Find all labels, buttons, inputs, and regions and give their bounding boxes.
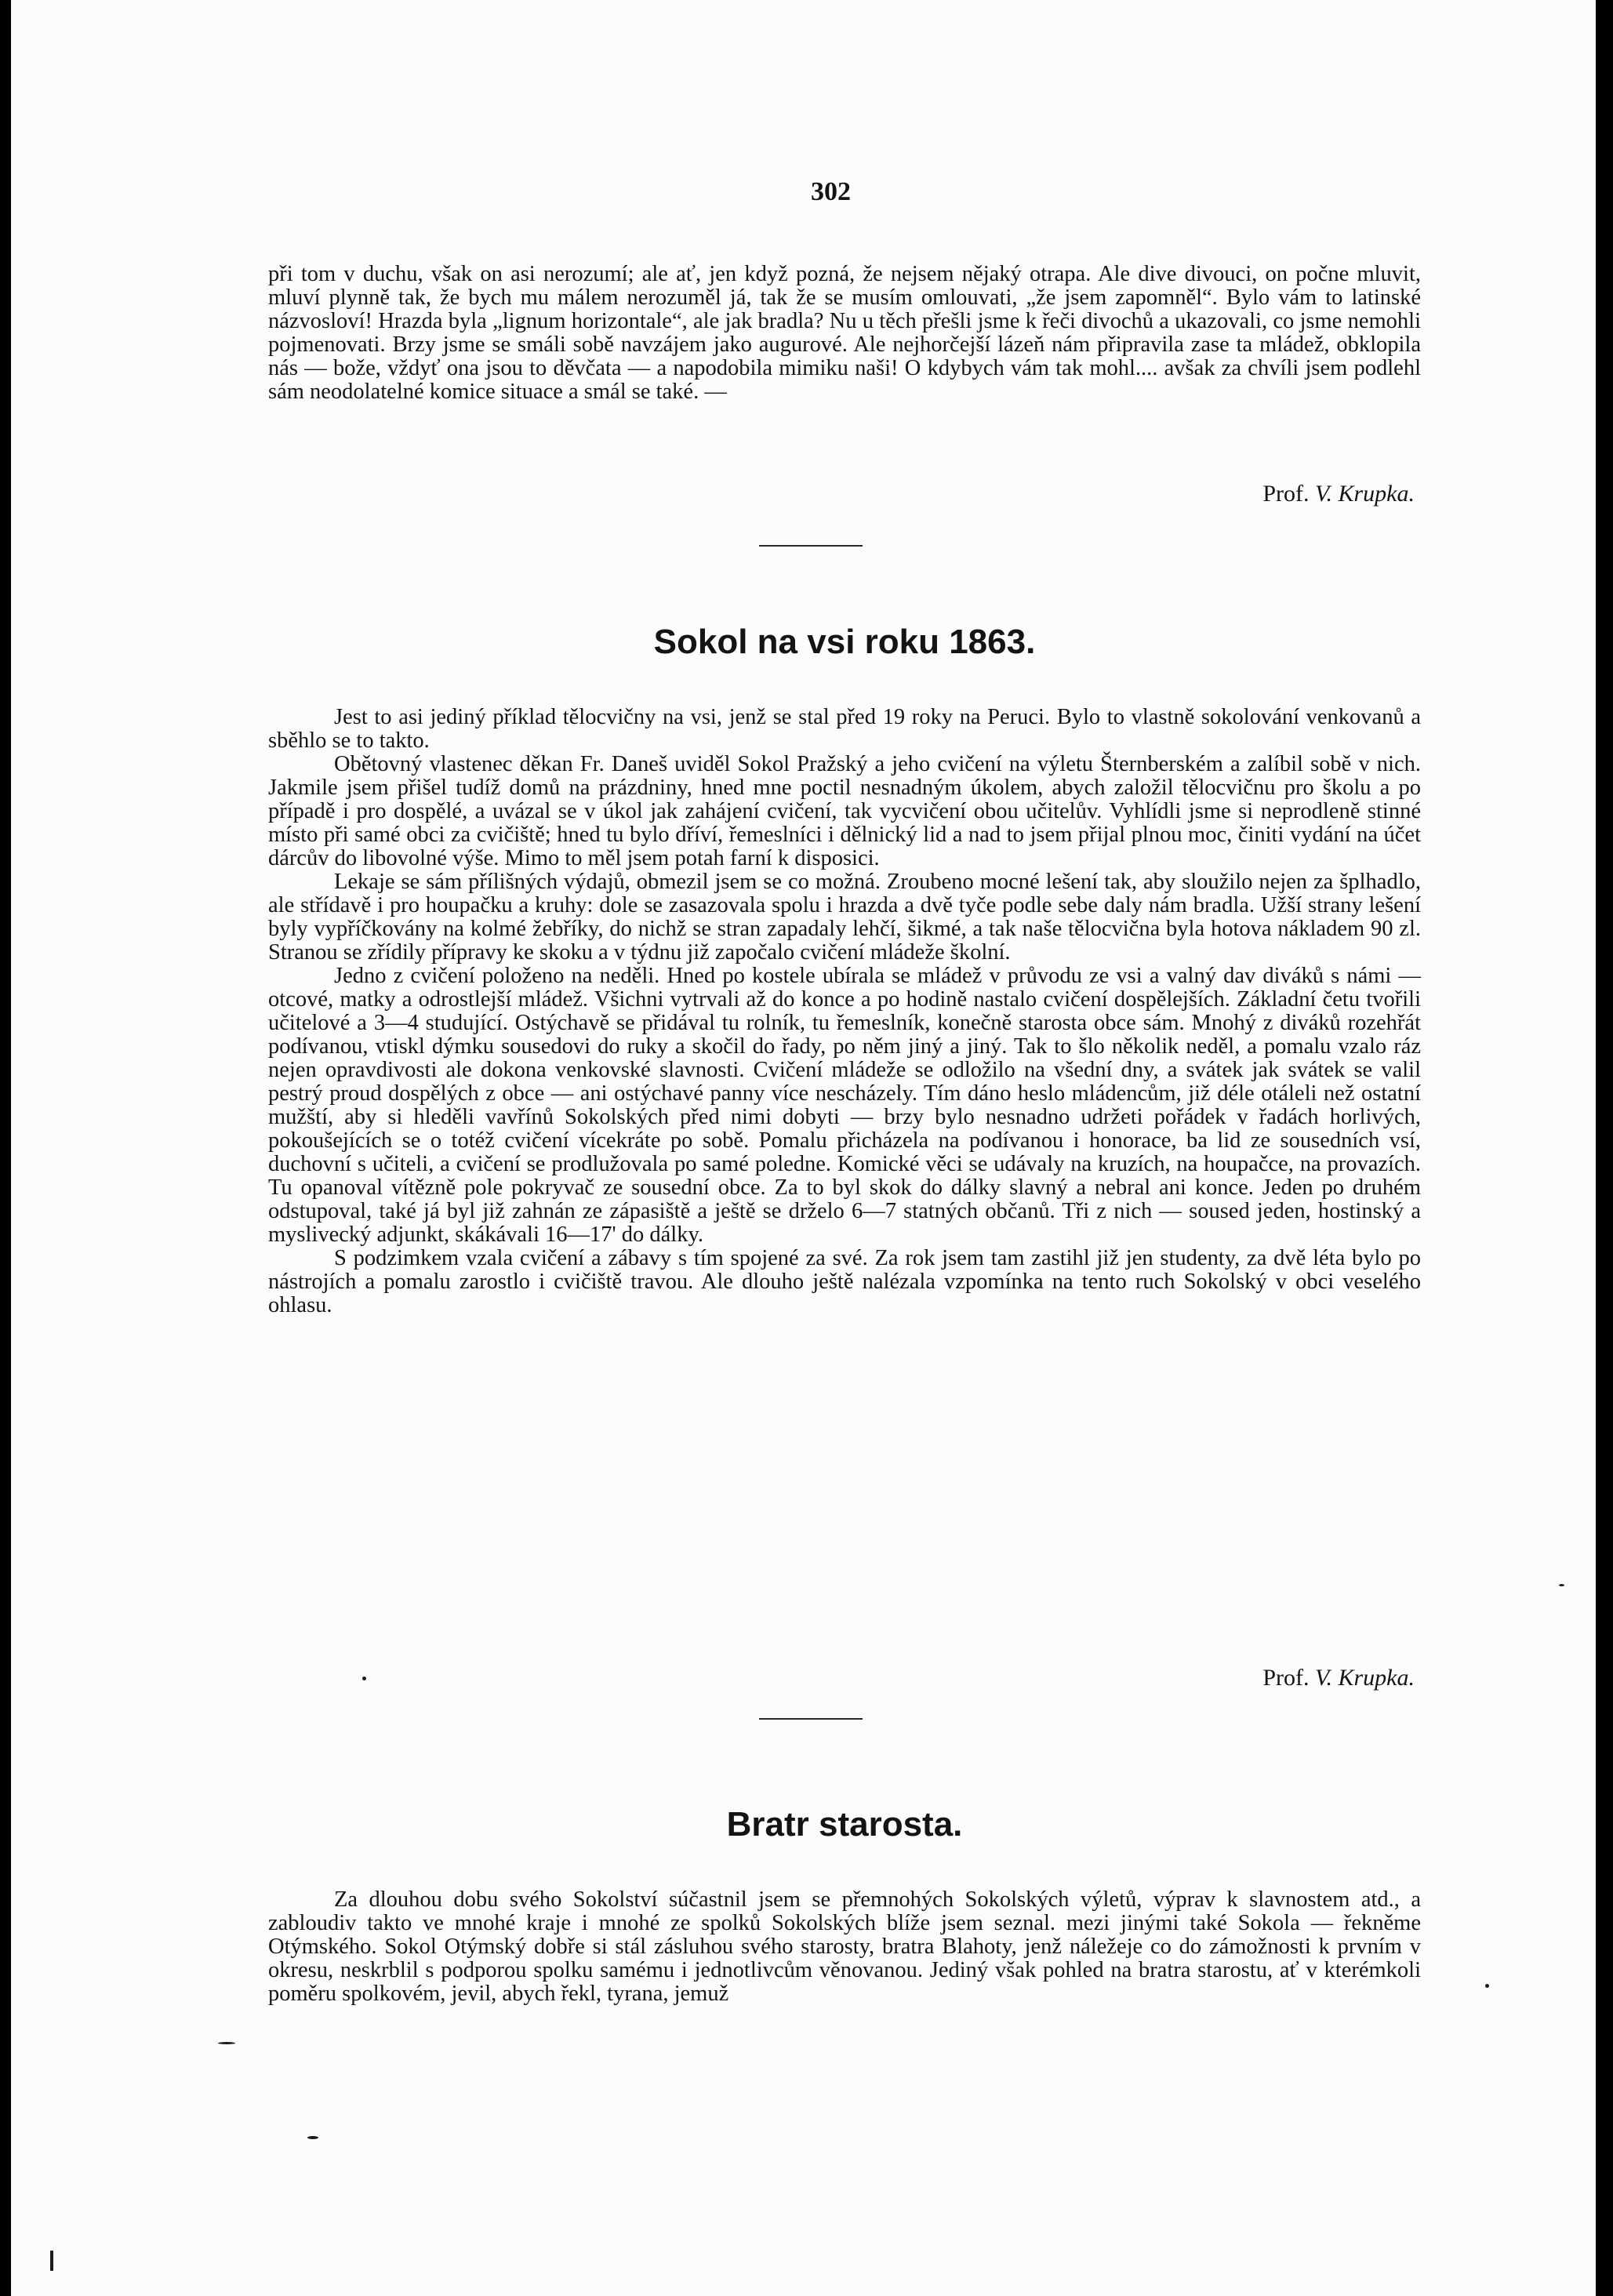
signature-prefix: Prof.: [1262, 481, 1310, 507]
article-body: [268, 706, 1421, 1317]
scan-speck: [307, 2136, 318, 2139]
signature-name: V. Krupka.: [1315, 1665, 1415, 1691]
scan-speck: [1559, 1584, 1564, 1586]
scan-speck: [50, 2251, 53, 2271]
article-body: [268, 1888, 1421, 2006]
scan-speck: [1485, 1984, 1489, 1988]
author-signature: [1262, 481, 1415, 507]
author-signature: [1262, 1665, 1415, 1691]
scan-speck: [218, 2042, 235, 2044]
signature-name: V. Krupka.: [1315, 481, 1415, 507]
section-divider: [759, 1718, 863, 1720]
scanned-page: [11, 0, 1596, 2296]
scan-speck: [362, 1677, 366, 1680]
paragraph: Jedno z cvičení položeno na neděli. Hned po kostele ubírala se mládež v průvodu ze vsi a valný dav diváků s námi — otcové, matky a odrostlejší mládež. Všichni vytrvali až do konce a po hodině nastalo cvičení dospělejších. Základní četu tvořili učitelové a 3—4 studující. Ostýchavě se přidával tu rolník, tu řemeslník, konečně starosta obce sám. Mnohý z diváků rozehřát podívanou, vtiskl dýmku sousedovi do ruky a skočil do řady, po něm jiný a jiný. Tak to šlo několik neděl, a pomalu vzalo ráz nejen opravdivosti ale dokona venkovské slavnosti. Cvičení mládeže se odložilo na všední dny, a svátek jak svátek se valil pestrý proud dospělých z obce — ani ostýchavé panny více nescházely. Tím dáno heslo mládencům, již déle otáleli než ostatní mužští, aby si hleděli vavřínů Sokolských před nimi dobyti — brzy bylo nesnadno udržeti pořádek v řadách horlivých, pokoušejících se o totéž cvičení vícekráte po sobě. Pomalu přicházela na podívanou i honorace, ba lid ze sousedních vsí, duchovní s učiteli, a cvičení se prodlužovala po samé poledne. Komické věci se udávaly na kruzích, na houpačce, na provazích. Tu opanoval vítězně pole pokryvač ze sousední obce. Za to byl skok do dálky slavný a nebral ani konce. Jeden po druhém odstupoval, také já byl již zahnán ze zápasiště a ještě se drželo 6—7 statných občanů. Tři z nich — soused jeden, hostinský a myslivecký adjunkt, skákávali 16—17' do dálky.: [268, 964, 1421, 1247]
section-divider: [759, 545, 863, 547]
paragraph: Lekaje se sám přílišných výdajů, obmezil jsem se co možná. Zroubeno mocné lešení tak, aby sloužilo nejen za šplhadlo, ale střídavě i pro houpačku a kruhy: dole se zasazovala spolu i hrazda a dvě tyče podle sebe daly nám bradla. Užší strany lešení byly vypříčkovány na kolmé žebříky, do nichž se stran zapadaly lehčí, šikmé, a tak naše tělocvična byla hotova nákladem 90 zl. Stranou se zřídily přípravy ke skoku a v týdnu již započalo cvičení mládeže školní.: [268, 870, 1421, 965]
section-1-text: [268, 263, 1421, 404]
article-title: Bratr starosta.: [726, 1805, 963, 1844]
article-title: Sokol na vsi roku 1863.: [653, 623, 1036, 661]
paragraph: při tom v duchu, však on asi nerozumí; ale ať, jen když pozná, že nejsem nějaký otrapa. Ale dive divouci, on počne mluvit, mluví plynně tak, že bych mu málem nerozuměl já, tak že se musím omlouvati, „že jsem zapomněl“. Bylo vám to latinské názvosloví! Hrazda byla „lignum horizontale“, ale jak bradla? Nu u těch přešli jsme k řeči divochů a ukazovali, co jsme nemohli pojmenovati. Brzy jsme se smáli sobě navzájem jako augurové. Ale nejhorčejší lázeň nám připravila zase ta mládež, obklopila nás — bože, vždyť ona jsou to děvčata — a napodobila mimiku naši! O kdybych vám tak mohl.... avšak za chvíli jsem podlehl sám neodolatelné komice situace a smál se také. —: [268, 262, 1421, 404]
paragraph: Obětovný vlastenec děkan Fr. Daneš uviděl Sokol Pražský a jeho cvičení na výletu Šternberském a zalíbil sobě v nich. Jakmile jsem přišel tudíž domů na prázdniny, hned mne poctil nesnadným úkolem, abych založil tělocvičnu pro školu a po případě i pro dospělé, a uvázal se v úkol jak zahájení cvičení, tak vycvičení obou učitelův. Vyhlídli jsme si neprodleně stinné místo při samé obci za cvičiště; hned tu bylo dříví, řemeslníci i dělnický lid a nad to jsem přijal plnou moc, činiti vydání na účet dárcův do libovolné výše. Mimo to měl jsem potah farní k disposici.: [268, 752, 1421, 870]
signature-prefix: Prof.: [1262, 1665, 1310, 1691]
paragraph: S podzimkem vzala cvičení a zábavy s tím spojené za své. Za rok jsem tam zastihl již jen studenty, za dvě léta bylo po nástrojích a pomalu zarostlo i cvičiště travou. Ale dlouho ještě nalézala vzpomínka na tento ruch Sokolský v obci veselého ohlasu.: [268, 1246, 1421, 1317]
paragraph: Za dlouhou dobu svého Sokolství súčastnil jsem se přemnohých Sokolských výletů, výprav k slavnostem atd., a zabloudiv takto ve mnohé kraje i mnohé ze spolků Sokolských blíže jsem seznal. mezi jinými také Sokola — řekněme Otýmského. Sokol Otýmský dobře si stál zásluhou svého starosty, bratra Blahoty, jenž náležeje co do zámožnosti k prvním v okresu, neskrblil s podporou spolku samému i jednotlivcům věnovanou. Jediný však pohled na bratra starostu, ať v kterémkoli poměru spolkovém, jevil, abych řekl, tyrana, jemuž: [268, 1887, 1421, 2006]
page-number: 302: [811, 177, 851, 206]
paragraph: Jest to asi jediný příklad tělocvičny na vsi, jenž se stal před 19 roky na Peruci. Bylo to vlastně sokolování venkovanů a sběhlo se to takto.: [268, 705, 1421, 753]
